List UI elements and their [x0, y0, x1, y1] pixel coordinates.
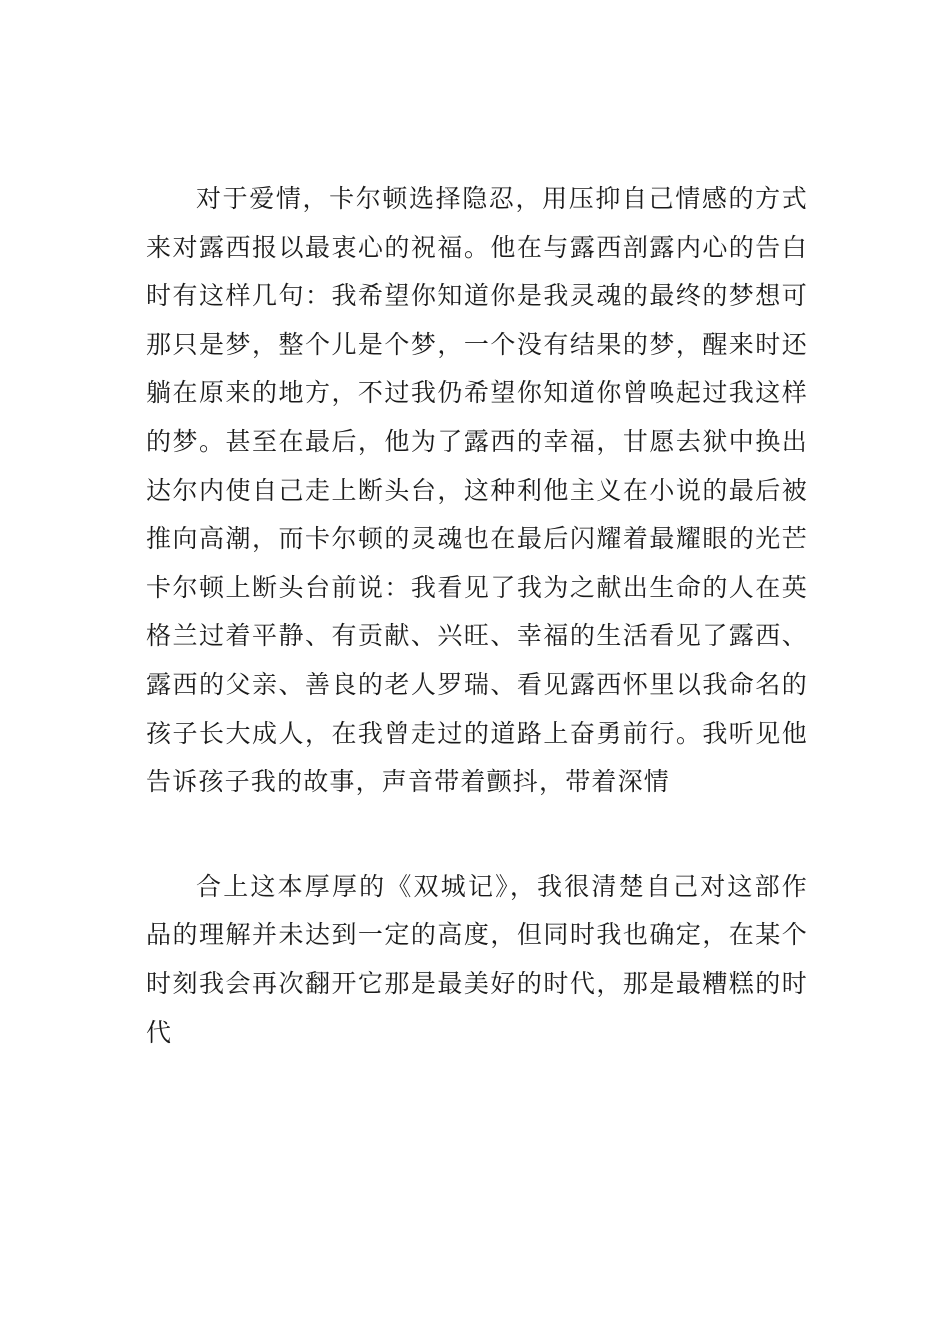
paragraph-carton-love: 对于爱情，卡尔顿选择隐忍，用压抑自己情感的方式来对露西报以最衷心的祝福。他在与露西剖露内心的告白时有这样几句：我希望你知道你是我灵魂的最终的梦想可那只是梦，整个儿是个梦，一个没有结果的梦，醒来时还躺在原来的地方，不过我仍希望你知道你曾唤起过我这样的梦。甚至在最后，他为了露西的幸福，甘愿去狱中换出达尔内使自己走上断头台，这种利他主义在小说的最后被推向高潮，而卡尔顿的灵魂也在最后闪耀着最耀眼的光芒卡尔顿上断头台前说：我看见了我为之献出生命的人在英格兰过着平静、有贡献、兴旺、幸福的生活看见了露西、露西的父亲、善良的老人罗瑞、看见露西怀里以我命名的孩子长大成人，在我曾走过的道路上奋勇前行。我听见他告诉孩子我的故事，声音带着颤抖，带着深情 [146, 184, 808, 797]
paragraph-closing-thoughts: 合上这本厚厚的《双城记》，我很清楚自己对这部作品的理解并未达到一定的高度，但同时我也确定，在某个时刻我会再次翻开它那是最美好的时代，那是最糟糕的时代 [146, 871, 808, 1047]
document-body [146, 175, 808, 1057]
